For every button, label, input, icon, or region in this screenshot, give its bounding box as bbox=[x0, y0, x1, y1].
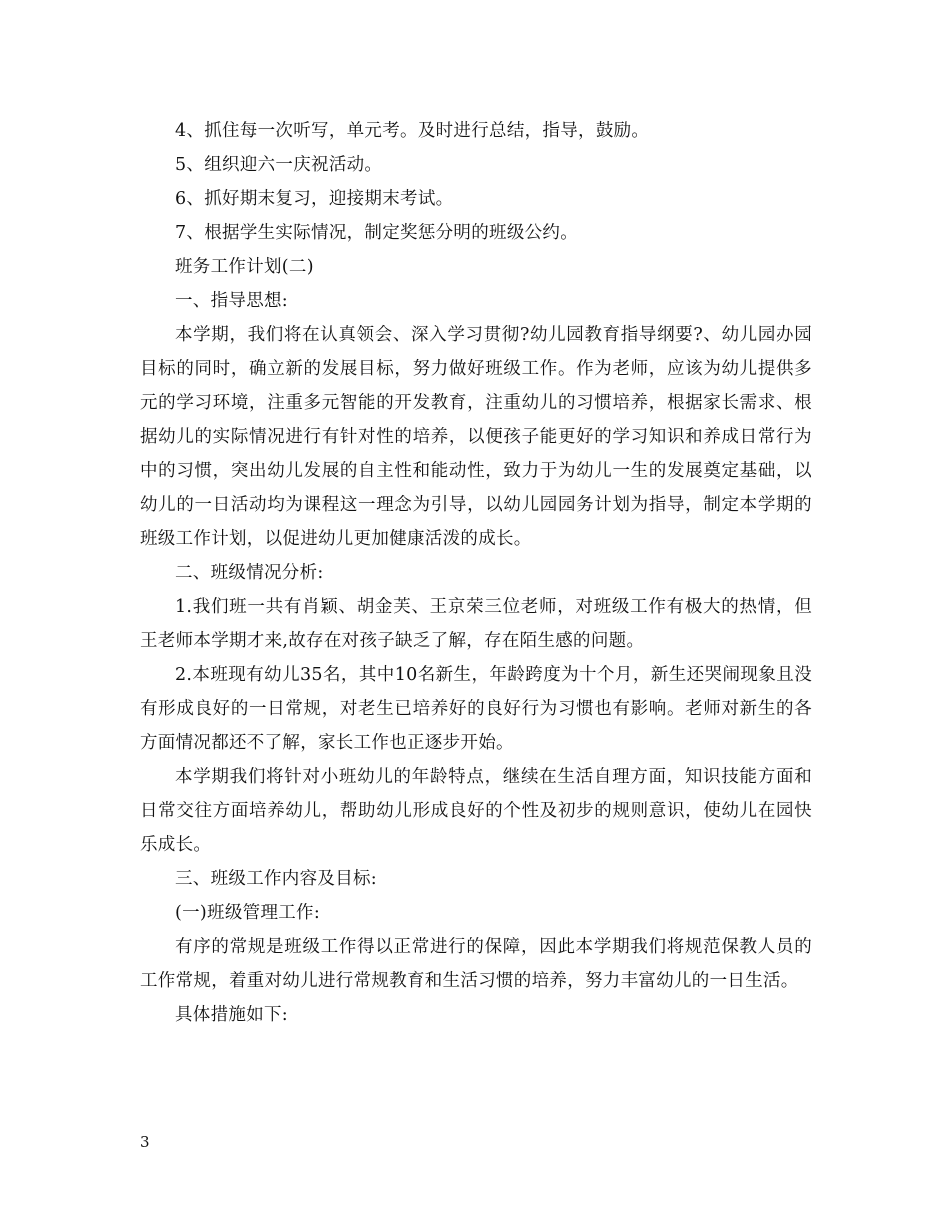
paragraph-guiding-thought: 本学期，我们将在认真领会、深入学习贯彻?幼儿园教育指导纲要?、幼儿园办园目标的同时，确立新的发展目标，努力做好班级工作。作为老师，应该为幼儿提供多元的学习环境，注重多元智能的开发教育，注重幼儿的习惯培养，根据家长需求、根据幼儿的实际情况进行有针对性的培养，以便孩子能更好的学习知识和养成日常行为中的习惯，突出幼儿发展的自主性和能动性，致力于为幼儿一生的发展奠定基础，以幼儿的一日活动均为课程这一理念为引导，以幼儿园园务计划为指导，制定本学期的班级工作计划，以促进幼儿更加健康活泼的成长。 bbox=[140, 325, 812, 549]
page-number: 3 bbox=[140, 1133, 150, 1151]
paragraph-item-4: 4、抓住每一次听写，单元考。及时进行总结，指导，鼓励。 bbox=[175, 121, 650, 141]
paragraph-teachers: 1.我们班一共有肖颖、胡金芙、王京荣三位老师，对班级工作有极大的热情，但王老师本学期才来,故存在对孩子缺乏了解，存在陌生感的问题。 bbox=[140, 597, 812, 651]
heading-work-content: 三、班级工作内容及目标: bbox=[175, 869, 377, 889]
section-title: 班务工作计划(二) bbox=[175, 257, 314, 277]
paragraph-measures: 具体措施如下: bbox=[175, 1005, 288, 1025]
heading-guiding-thought: 一、指导思想: bbox=[175, 291, 288, 311]
heading-class-management: (一)班级管理工作: bbox=[175, 903, 321, 923]
paragraph-item-7: 7、根据学生实际情况，制定奖惩分明的班级公约。 bbox=[175, 223, 579, 243]
paragraph-children: 2.本班现有幼儿35名，其中10名新生，年龄跨度为十个月，新生还哭闹现象且没有形成良好的一日常规，对老生已培养好的良好行为习惯也有影响。老师对新生的各方面情况都还不了解，家长工作也正逐步开始。 bbox=[140, 665, 812, 753]
paragraph-item-6: 6、抓好期末复习，迎接期末考试。 bbox=[175, 189, 454, 209]
paragraph-item-5: 5、组织迎六一庆祝活动。 bbox=[175, 155, 383, 175]
paragraph-semester-goal: 本学期我们将针对小班幼儿的年龄特点，继续在生活自理方面，知识技能方面和日常交往方面培养幼儿，帮助幼儿形成良好的个性及初步的规则意识，使幼儿在园快乐成长。 bbox=[140, 767, 812, 855]
document-body bbox=[140, 114, 812, 1032]
paragraph-routine: 有序的常规是班级工作得以正常进行的保障，因此本学期我们将规范保教人员的工作常规，着重对幼儿进行常规教育和生活习惯的培养，努力丰富幼儿的一日生活。 bbox=[140, 937, 812, 991]
heading-class-analysis: 二、班级情况分析: bbox=[175, 563, 324, 583]
